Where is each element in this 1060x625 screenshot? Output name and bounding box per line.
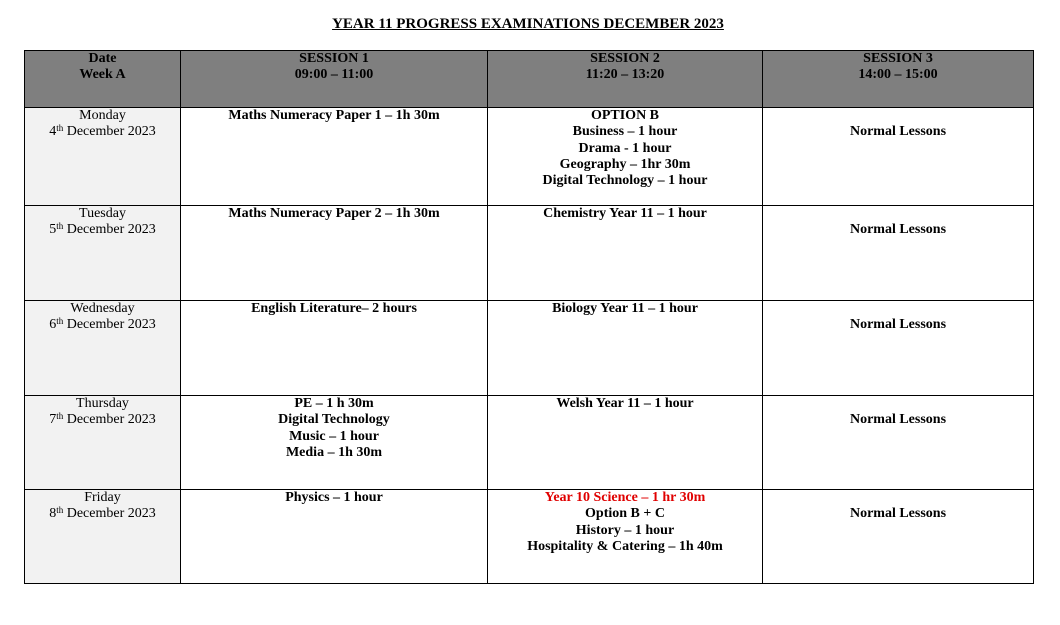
header-session-3 xyxy=(763,51,1034,108)
session-3-cell xyxy=(763,108,1034,206)
header-session-1 xyxy=(181,51,488,108)
table-row-friday xyxy=(25,490,1034,584)
exam-entry: English Literature– 2 hours xyxy=(251,301,417,316)
header-session-1-time: 09:00 – 11:00 xyxy=(294,67,374,83)
table-row-monday xyxy=(25,108,1034,206)
normal-lessons: Normal Lessons xyxy=(849,412,947,427)
session-3-cell xyxy=(763,206,1034,301)
session-2-cell xyxy=(488,490,763,584)
exam-entry: Biology Year 11 – 1 hour xyxy=(552,301,698,316)
exam-entry-highlighted: Year 10 Science – 1 hr 30m xyxy=(544,490,706,505)
day-cell xyxy=(25,301,181,396)
exam-entry: Welsh Year 11 – 1 hour xyxy=(556,396,694,411)
session-2-cell xyxy=(488,396,763,490)
exam-timetable xyxy=(24,50,1034,584)
header-row xyxy=(25,51,1034,108)
session-1-cell xyxy=(181,206,488,301)
day-date: 6th December 2023 xyxy=(49,316,156,333)
header-session-1-label: SESSION 1 xyxy=(299,51,369,66)
exam-entry: Music – 1 hour xyxy=(289,428,379,444)
normal-lessons: Normal Lessons xyxy=(849,506,947,521)
exam-entry: History – 1 hour xyxy=(575,522,675,538)
header-session-2-label: SESSION 2 xyxy=(590,51,660,66)
session-3-cell xyxy=(763,301,1034,396)
header-session-3-label: SESSION 3 xyxy=(863,51,933,66)
exam-entry: Physics – 1 hour xyxy=(285,490,383,505)
exam-entry: Business – 1 hour xyxy=(572,124,678,140)
exam-entry: Drama - 1 hour xyxy=(578,140,672,156)
session-3-cell xyxy=(763,490,1034,584)
header-date-label: Date xyxy=(88,51,117,66)
page-title: YEAR 11 PROGRESS EXAMINATIONS DECEMBER 2023 xyxy=(332,16,724,32)
day-cell xyxy=(25,396,181,490)
normal-lessons: Normal Lessons xyxy=(849,317,947,332)
exam-entry: Media – 1h 30m xyxy=(285,444,383,460)
session-1-cell xyxy=(181,490,488,584)
exam-entry: Hospitality & Catering – 1h 40m xyxy=(527,538,723,554)
exam-entry: Option B + C xyxy=(585,506,665,522)
day-cell xyxy=(25,108,181,206)
header-session-2-time: 11:20 – 13:20 xyxy=(585,67,665,83)
header-week-label: Week A xyxy=(79,67,126,83)
session-1-cell xyxy=(181,396,488,490)
session-1-cell xyxy=(181,108,488,206)
exam-entry: Digital Technology xyxy=(278,412,390,428)
day-name: Tuesday xyxy=(79,206,126,221)
exam-entry: Chemistry Year 11 – 1 hour xyxy=(543,206,707,221)
day-name: Thursday xyxy=(76,396,129,411)
exam-entry: Maths Numeracy Paper 2 – 1h 30m xyxy=(228,206,440,221)
session-2-cell xyxy=(488,206,763,301)
header-session-2 xyxy=(488,51,763,108)
normal-lessons: Normal Lessons xyxy=(849,124,947,139)
header-date xyxy=(25,51,181,108)
table-row-tuesday xyxy=(25,206,1034,301)
exam-entry: Digital Technology – 1 hour xyxy=(542,173,708,189)
header-session-3-time: 14:00 – 15:00 xyxy=(858,67,938,83)
day-date: 5th December 2023 xyxy=(49,221,156,238)
normal-lessons: Normal Lessons xyxy=(849,222,947,237)
day-date: 7th December 2023 xyxy=(49,411,156,428)
session-2-cell xyxy=(488,301,763,396)
day-cell xyxy=(25,206,181,301)
day-name: Friday xyxy=(84,490,121,505)
day-date: 4th December 2023 xyxy=(49,123,156,140)
session-3-cell xyxy=(763,396,1034,490)
day-name: Monday xyxy=(79,108,126,123)
day-cell xyxy=(25,490,181,584)
session-2-cell xyxy=(488,108,763,206)
exam-entry: OPTION B xyxy=(590,108,660,123)
day-name: Wednesday xyxy=(70,301,135,316)
session-1-cell xyxy=(181,301,488,396)
exam-entry: Geography – 1hr 30m xyxy=(559,156,691,172)
table-row-wednesday xyxy=(25,301,1034,396)
day-date: 8th December 2023 xyxy=(49,505,156,522)
table-row-thursday xyxy=(25,396,1034,490)
exam-entry: Maths Numeracy Paper 1 – 1h 30m xyxy=(228,108,440,123)
exam-entry: PE – 1 h 30m xyxy=(294,396,374,411)
